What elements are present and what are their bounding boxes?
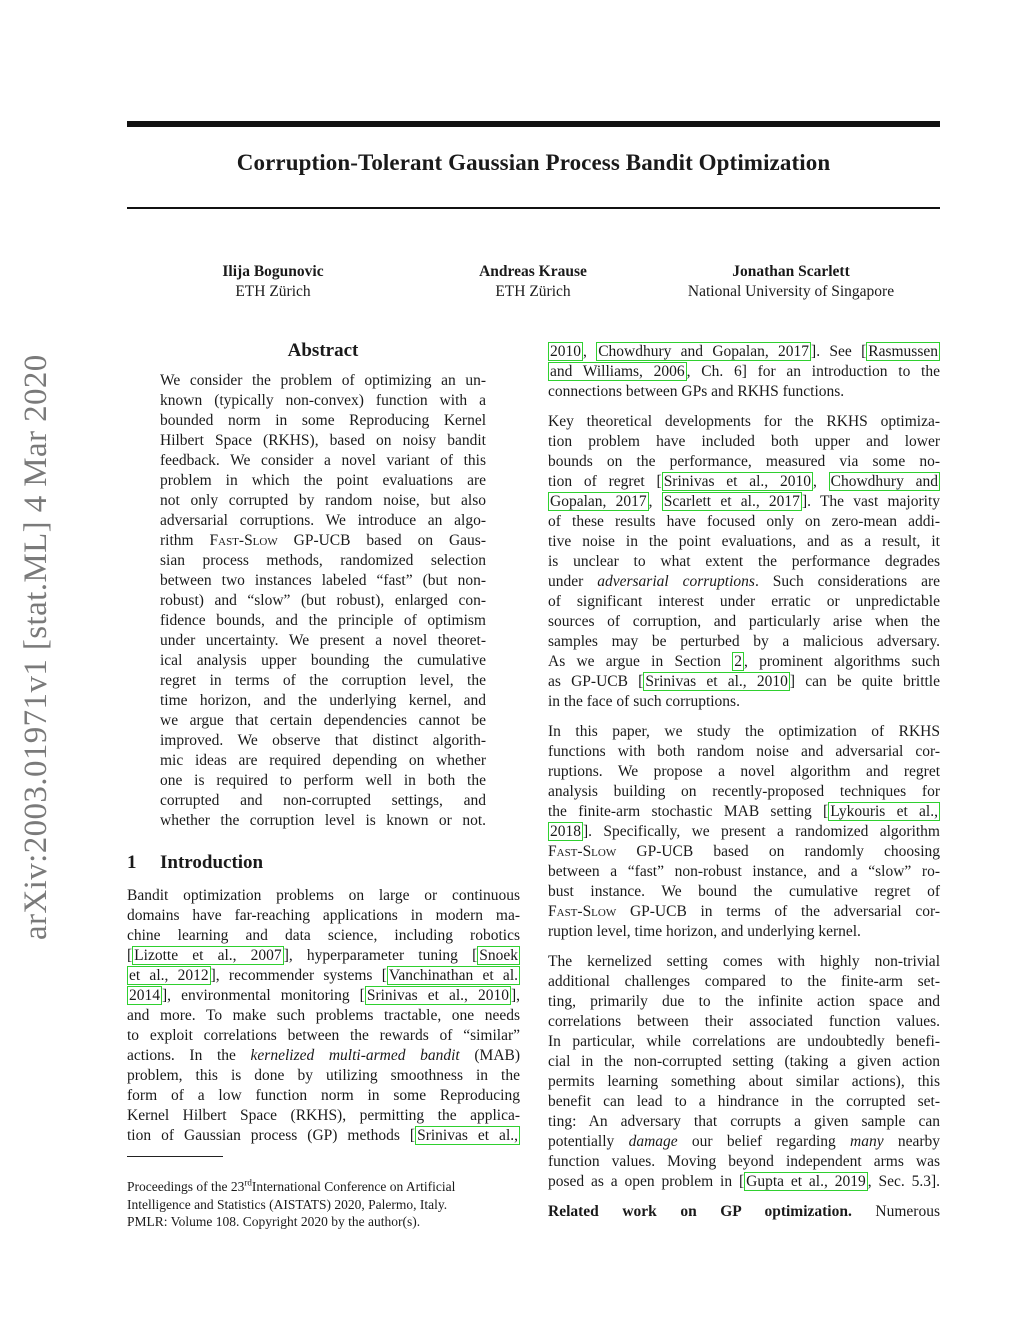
citation-link[interactable]: Srinivas et al., 2010 (645, 673, 788, 690)
abstract-line: adversarial corruptions. We introduce an algo- (160, 512, 486, 529)
paragraph: The kernelized setting comes with highly non-trivial additional challenges compared to the finite-arm set- ting, primarily due to the infinite action space and correlations between their associated function values. In particular, while correlations are undoubtedly benefi- cial in the non-corrupted setting (taking a given action permits learning something about similar actions), this benefit can lead to a hindrance in the corrupted set- ting: An adversary that corrupts a given sample can potentially damage our belief regarding many nearby function values. Moving beyond independent arms was posed as a open problem in [ Gupta et al., 2019 , Sec. 5.3]. (548, 953, 941, 1190)
citation-link[interactable]: et al., 2012 (129, 967, 209, 984)
author-affiliation: National University of Singapore (687, 283, 895, 300)
citation-link[interactable]: Vanchinathan et al. (388, 967, 518, 984)
section-link[interactable]: 2 (734, 653, 742, 670)
algorithm-name: Fast-Slow (548, 843, 617, 860)
abstract-line: sian process methods, randomized selection (160, 552, 486, 569)
citation-link[interactable]: Scarlett et al., 2017 (663, 493, 800, 510)
citation-link[interactable]: Srinivas et al., 2010 (663, 473, 811, 490)
author-name: Jonathan Scarlett (732, 263, 850, 280)
citation-link[interactable]: 2014 (129, 987, 160, 1004)
citation-link[interactable]: 2010 (550, 343, 581, 360)
citation-link[interactable]: 2018 (550, 823, 581, 840)
citation-link[interactable]: Lizotte et al., 2007 (134, 947, 282, 964)
right-column (548, 342, 940, 1222)
title-rule-top (127, 121, 940, 127)
footnote: Proceedings of the 23rdInternational Conference on Artificial Intelligence and Statistics (AISTATS) 2020, Palermo, Italy. PMLR: Volume 108. Copyright 2020 by the author(s). (127, 1177, 456, 1229)
abstract-line: between two instances labeled “fast” (but non- (160, 572, 486, 589)
paragraph: Related work on GP optimization. Numerous (548, 1203, 940, 1220)
author-2 (433, 262, 633, 302)
citation-link[interactable]: Chowdhury and (830, 473, 938, 490)
section-title: Introduction (160, 852, 264, 873)
citation-link[interactable]: and Williams, 2006 (550, 363, 685, 380)
abstract-line: not only corrupted by random noise, but also (160, 492, 486, 509)
citation-link[interactable]: Snoek (479, 947, 518, 964)
abstract-line: one is required to perform well in both the (160, 772, 486, 789)
abstract-line: rithm Fast-Slow GP-UCB based on Gaus- (160, 532, 487, 549)
section-heading-introduction (127, 852, 263, 874)
abstract-body (160, 371, 486, 831)
abstract-line: corrupted and non-corrupted settings, and (160, 792, 486, 809)
paragraph: 2010 , Chowdhury and Gopalan, 2017 ]. See [ Rasmussen and Williams, 2006 , Ch. 6] for an introduction to the connections between GPs and RKHS functions. (548, 343, 940, 400)
citation-link[interactable]: Chowdhury and Gopalan, 2017 (598, 343, 810, 360)
abstract-line: under uncertainty. We present a novel theoret- (160, 632, 486, 649)
paragraph: In this paper, we study the optimization of RKHS functions with both random noise and adversarial cor- ruptions. We propose a novel algorithm and regret analysis building on recently-proposed techniques for the finite-arm stochastic MAB setting [ Lykouris et al., 2018 ]. Specifically, we present a randomized algorithm Fast-Slow GP-UCB based on randomly choosing between a “fast” non-robust instance, and a “slow” ro- bust instance. We bound the cumulative regret of Fast-Slow GP-UCB in terms of the adversarial cor- ruption level, time horizon, and underlying kernel. (548, 723, 941, 940)
arxiv-stamp: arXiv:2003.01971v1 [stat.ML] 4 Mar 2020 (18, 354, 54, 941)
citation-link[interactable]: Rasmussen (868, 343, 938, 360)
citation-link[interactable]: Srinivas et al., 2010 (366, 987, 509, 1004)
author-affiliation: ETH Zürich (235, 283, 311, 300)
author-1 (173, 262, 373, 302)
abstract-line: known (typically non-convex) function with a (160, 392, 486, 409)
abstract-line: regret in terms of the corruption level, the (160, 672, 486, 689)
intro-paragraph: Bandit optimization problems on large or continuous domains have far-reaching applications in modern ma- chine learning and data science, including robotics [ Lizotte et al., 2007 ], hyperparameter tuning [ Snoek et al., 2012 ], recommender systems [ Vanchinathan et al. 2014 ], environmental monitoring [ Srinivas et al., 2010 ], and more. To make such problems tractable, one needs to exploit correlations between the rewards of “similar” actions. In the kernelized multi-armed bandit (MAB) problem, this is done by utilizing smoothness in the form of a low function norm in some Reproducing Kernel Hilbert Space (RKHS), permitting the applica- tion of Gaussian process (GP) methods [ Srinivas et al., (127, 887, 521, 1144)
abstract-line: fidence bounds, and the principle of optimism (160, 612, 486, 629)
title-rule-bottom (127, 207, 940, 209)
author-name: Ilija Bogunovic (222, 263, 324, 280)
abstract-line: mic ideas are required depending on whether (160, 752, 486, 769)
paragraph-heading: Related work on GP optimization. (548, 1203, 852, 1220)
algorithm-name: Fast-Slow (209, 532, 278, 549)
citation-link[interactable]: Lykouris et al., (830, 803, 938, 820)
abstract-line: whether the corruption level is known or not. (160, 812, 486, 829)
abstract-line: improved. We observe that distinct algorith- (160, 732, 486, 749)
abstract-line: ical analysis upper bounding the cumulative (160, 652, 486, 669)
paragraph: Key theoretical developments for the RKHS optimiza- tion problem have included both upper and lower bounds on the performance, measured via some no- tion of regret [ Srinivas et al., 2010 , Chowdhury and Gopalan, 2017 , Scarlett et al., 2017 ]. The vast majority of these results have focused only on zero-mean addi- tive noise in the point evaluations, and as a result, it is unclear to what extent the performance degrades under adversarial corruptions. Such considerations are of significant interest under erratic or unpredictable sources of corruption, and particularly arise when the samples may be perturbed by a malicious adversary. As we argue in Section 2 , prominent algorithms such as GP-UCB [ Srinivas et al., 2010 ] can be quite brittle in the face of such corruptions. (548, 413, 941, 710)
paper-title: Corruption-Tolerant Gaussian Process Bandit Optimization (236, 150, 831, 175)
citation-link[interactable]: Srinivas et al., (417, 1127, 518, 1144)
abstract-line: robust) and “slow” (but robust), enlarged con- (160, 592, 486, 609)
algorithm-name: Fast-Slow (548, 903, 617, 920)
section-number: 1 (127, 852, 137, 873)
abstract-line: feedback. We consider a novel variant of this (160, 452, 486, 469)
abstract-line: problem in which the point evaluations are (160, 472, 486, 489)
citation-link[interactable]: Gopalan, 2017 (550, 493, 647, 510)
abstract-line: time horizon, and the underlying kernel, and (160, 692, 486, 709)
author-3 (656, 262, 926, 302)
author-affiliation: ETH Zürich (495, 283, 571, 300)
abstract-line: We consider the problem of optimizing an un- (160, 372, 486, 389)
abstract-line: Hilbert Space (RKHS), based on noisy bandit (160, 432, 486, 449)
abstract-line: we argue that certain dependencies cannot be (160, 712, 486, 729)
author-name: Andreas Krause (479, 263, 587, 280)
footnote-rule (127, 1156, 223, 1157)
abstract-line: bounded norm in some Reproducing Kernel (160, 412, 486, 429)
abstract-heading: Abstract (287, 340, 359, 361)
citation-link[interactable]: Gupta et al., 2019 (746, 1173, 866, 1190)
